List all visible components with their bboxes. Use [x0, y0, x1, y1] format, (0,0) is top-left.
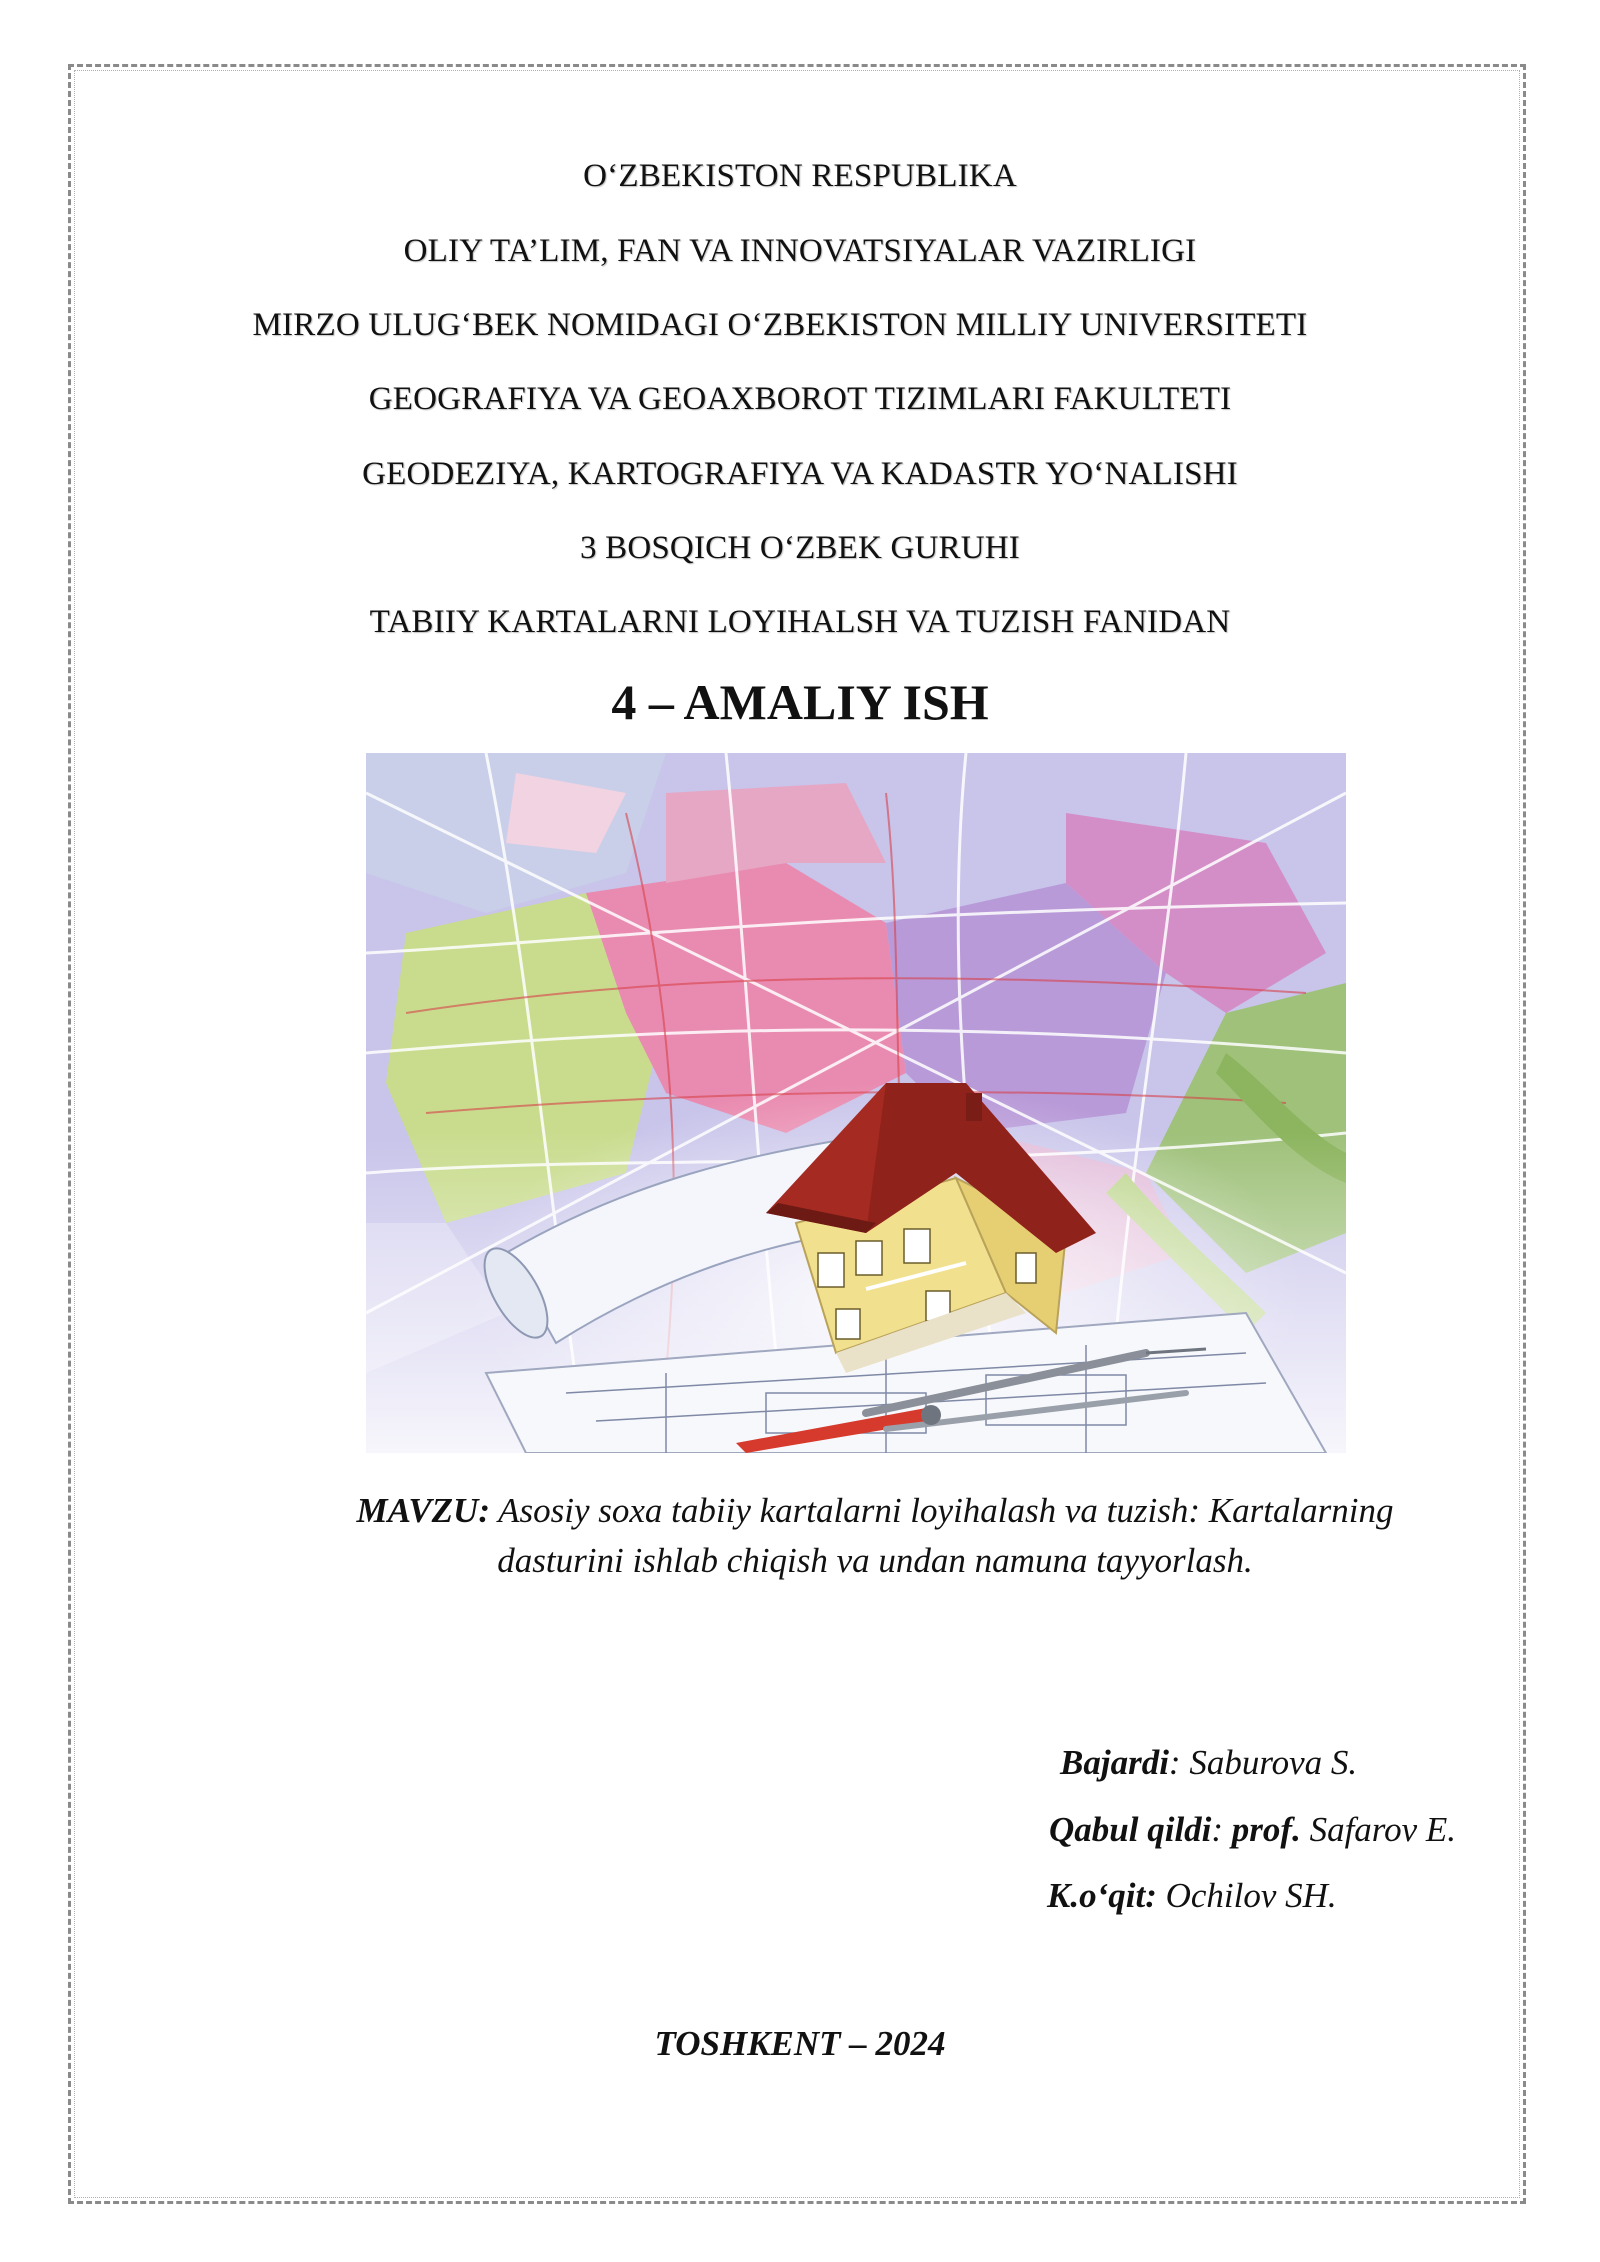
- footer-city-year: TOSHKENT – 2024: [654, 2024, 946, 2063]
- signature-done: [1060, 1741, 1357, 1785]
- header-subject: TABIIY KARTALARNI LOYIHALSH VA TUZISH FANIDAN: [369, 604, 1231, 640]
- header-university: MIRZO ULUG‘BEK NOMIDAGI O‘ZBEKISTON MILLIY UNIVERSITETI: [252, 307, 1308, 343]
- page-title: 4 – AMALIY ISH: [611, 674, 989, 730]
- accepted-title: prof.: [1231, 1810, 1301, 1849]
- header-faculty: GEOGRAFIYA VA GEOAXBOROT TIZIMLARI FAKULTETI: [368, 381, 1232, 417]
- done-name: : Saburova S.: [1168, 1743, 1358, 1782]
- header-country: O‘ZBEKISTON RESPUBLIKA: [583, 158, 1017, 194]
- accepted-label: Qabul qildi: [1049, 1810, 1212, 1849]
- signature-assistant: [1047, 1874, 1337, 1918]
- topic-label: MAVZU:: [356, 1491, 490, 1530]
- accepted-name: Safarov E.: [1300, 1810, 1457, 1849]
- assistant-label: K.o‘qit:: [1047, 1876, 1157, 1915]
- accepted-sep: :: [1211, 1810, 1232, 1849]
- header-direction: GEODEZIYA, KARTOGRAFIYA VA KADASTR YO‘NALISHI: [362, 456, 1238, 492]
- map-house-illustration: [366, 753, 1346, 1453]
- assistant-name: Ochilov SH.: [1156, 1876, 1337, 1915]
- signature-accepted: [1049, 1808, 1456, 1852]
- header-ministry: OLIY TA’LIM, FAN VA INNOVATSIYALAR VAZIRLIGI: [403, 233, 1197, 269]
- cover-image: [366, 753, 1346, 1453]
- topic-text: [290, 1486, 1460, 1586]
- header-group: 3 BOSQICH O‘ZBEK GURUHI: [579, 530, 1020, 566]
- topic-body: Asosiy soxa tabiiy kartalarni loyihalash va tuzish: Kartalarning dasturini ishlab chiqish va undan namuna tayyorlash.: [490, 1491, 1394, 1580]
- done-label: Bajardi: [1060, 1743, 1169, 1782]
